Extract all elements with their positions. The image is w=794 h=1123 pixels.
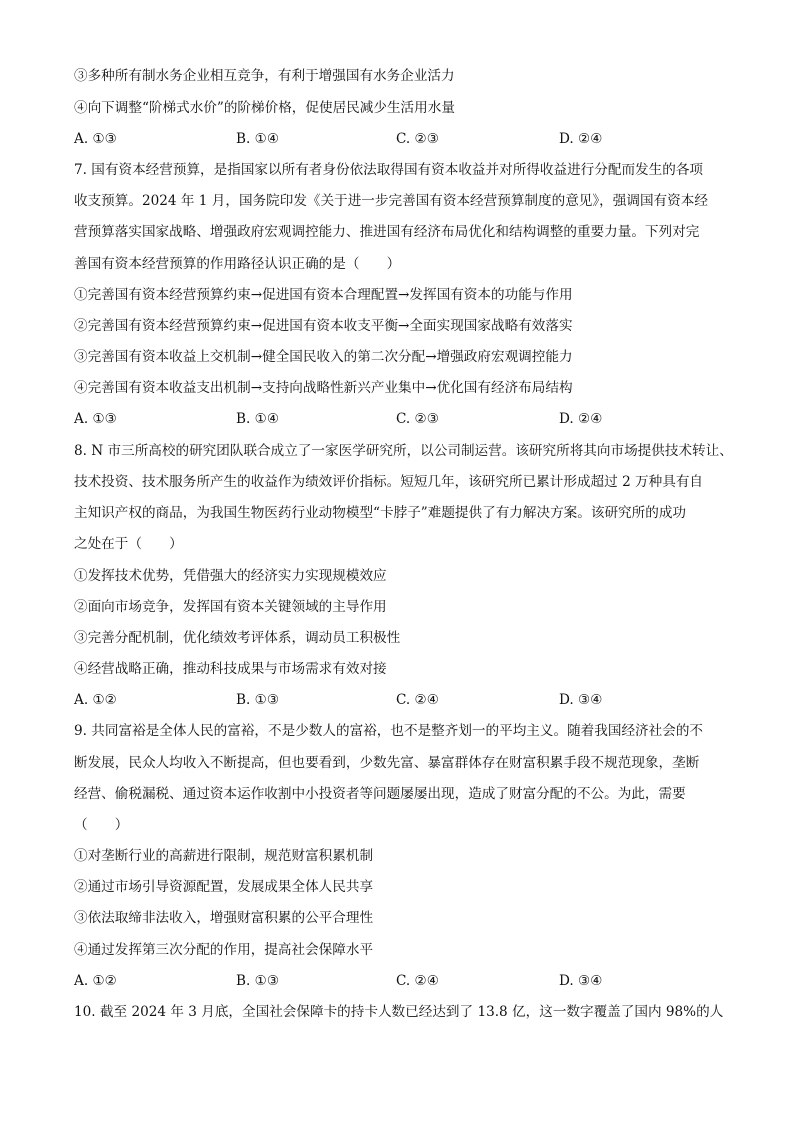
q6-option-b[interactable]: B. ①④ — [236, 131, 280, 147]
q8-item-4: ④经营战略正确，推动科技成果与市场需求有效对接 — [74, 661, 387, 677]
q9-stem-line-2: 断发展，民众人均收入不断提高，但也要看到，少数先富、暴富群体存在财富积累手段不规范现象，垄断 — [74, 755, 700, 771]
q8-item-3: ③完善分配机制，优化绩效考评体系，调动员工积极性 — [74, 630, 401, 646]
q9-option-a[interactable]: A. ①② — [74, 973, 117, 989]
q7-stem-line-2: 收支预算。2024 年 1 月，国务院印发《关于进一步完善国有资本经营预算制度的意见》，强调国有资本经 — [74, 193, 708, 209]
q10-stem-line-1: 10. 截至 2024 年 3 月底，全国社会保障卡的持卡人数已经达到了 13.8 亿，这一数字覆盖了国内 98%的人 — [74, 1004, 724, 1020]
q8-option-c[interactable]: C. ②④ — [396, 692, 439, 708]
q7-item-3: ③完善国有资本收益上交机制→健全国民收入的第二次分配→增强政府宏观调控能力 — [74, 349, 573, 365]
q8-item-1: ①发挥技术优势，凭借强大的经济实力实现规模效应 — [74, 568, 387, 584]
q9-stem-line-4: （ ） — [74, 817, 129, 833]
q8-stem-line-2: 技术投资、技术服务所产生的收益作为绩效评价指标。短短几年，该研究所已累计形成超过 2 万种具有自 — [74, 474, 704, 490]
q9-item-2: ②通过市场引导资源配置，发展成果全体人民共享 — [74, 879, 374, 895]
q8-item-2: ②面向市场竞争，发挥国有资本关键领域的主导作用 — [74, 599, 387, 615]
q9-item-1: ①对垄断行业的高薪进行限制，规范财富积累机制 — [74, 848, 374, 864]
q8-stem-line-1: 8. N 市三所高校的研究团队联合成立了一家医学研究所，以公司制运营。该研究所将其向市场提供技术转让、 — [74, 443, 733, 459]
q9-stem-line-3: 经营、偷税漏税、通过资本运作收割中小投资者等问题屡屡出现，造成了财富分配的不公。为此，需要 — [74, 786, 686, 802]
q7-stem-line-1: 7. 国有资本经营预算，是指国家以所有者身份依法取得国有资本收益并对所得收益进行分配而发生的各项 — [74, 162, 704, 178]
q9-options — [74, 971, 734, 991]
q8-option-b[interactable]: B. ①③ — [236, 692, 280, 708]
q7-option-a[interactable]: A. ①③ — [74, 411, 117, 427]
q8-stem-line-3: 主知识产权的商品，为我国生物医药行业动物模型“卡脖子”难题提供了有力解决方案。该研究所的成功 — [74, 505, 687, 521]
q6-options — [74, 129, 734, 149]
q8-options — [74, 690, 734, 710]
q9-option-c[interactable]: C. ②④ — [396, 973, 439, 989]
q7-stem-line-3: 营预算落实国家战略、增强政府宏观调控能力、推进国有经济布局优化和结构调整的重要力量。下列对完 — [74, 224, 700, 240]
q8-option-a[interactable]: A. ①② — [74, 692, 117, 708]
q6-item-3: ③多种所有制水务企业相互竞争，有利于增强国有水务企业活力 — [74, 68, 455, 84]
q7-stem-line-4: 善国有资本经营预算的作用路径认识正确的是（ ） — [74, 256, 401, 272]
q9-option-d[interactable]: D. ③④ — [559, 973, 603, 989]
q9-option-b[interactable]: B. ①③ — [236, 973, 280, 989]
q8-stem-line-4: 之处在于（ ） — [74, 536, 183, 552]
q9-item-4: ④通过发挥第三次分配的作用，提高社会保障水平 — [74, 942, 374, 958]
q7-item-4: ④完善国有资本收益支出机制→支持向战略性新兴产业集中→优化国有经济布局结构 — [74, 380, 573, 396]
q7-option-b[interactable]: B. ①④ — [236, 411, 280, 427]
q9-stem-line-1: 9. 共同富裕是全体人民的富裕，不是少数人的富裕，也不是整齐划一的平均主义。随着我国经济社会的不 — [74, 723, 704, 739]
q7-item-2: ②完善国有资本经营预算约束→促进国有资本收支平衡→全面实现国家战略有效落实 — [74, 318, 573, 334]
q6-item-4: ④向下调整“阶梯式水价”的阶梯价格，促使居民减少生活用水量 — [74, 100, 455, 116]
q7-option-d[interactable]: D. ②④ — [559, 411, 603, 427]
q8-option-d[interactable]: D. ③④ — [559, 692, 603, 708]
q9-item-3: ③依法取缔非法收入，增强财富积累的公平合理性 — [74, 910, 374, 926]
q6-option-a[interactable]: A. ①③ — [74, 131, 117, 147]
q6-option-c[interactable]: C. ②③ — [396, 131, 439, 147]
q6-option-d[interactable]: D. ②④ — [559, 131, 603, 147]
q7-options — [74, 409, 734, 429]
q7-option-c[interactable]: C. ②③ — [396, 411, 439, 427]
q7-item-1: ①完善国有资本经营预算约束→促进国有资本合理配置→发挥国有资本的功能与作用 — [74, 287, 573, 303]
